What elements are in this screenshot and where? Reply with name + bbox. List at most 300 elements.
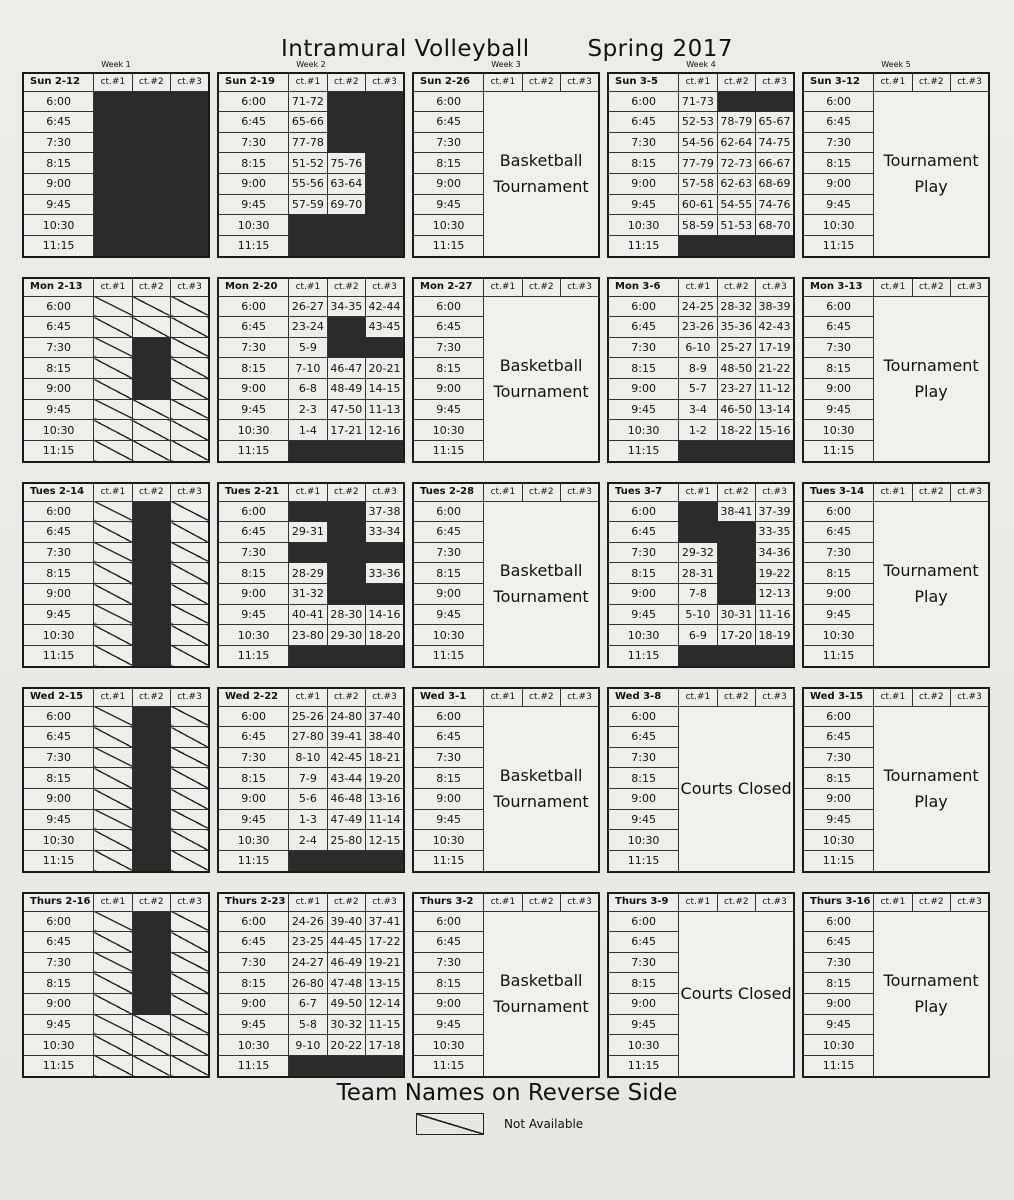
blocked-cell: [289, 235, 327, 257]
court-header: ct.#3: [951, 483, 989, 501]
matchup-cell: 18-19: [756, 625, 794, 646]
day-card: [412, 265, 600, 463]
time-slot-row: [608, 522, 794, 543]
day-card: [22, 470, 210, 668]
blocked-cell: [171, 91, 209, 112]
time-slot-row: [413, 501, 599, 522]
matchup-cell: 13-14: [756, 399, 794, 420]
time-cell: 10:30: [23, 215, 94, 236]
day-card: [802, 675, 990, 873]
time-slot-row: [23, 604, 209, 625]
day-card: [217, 675, 405, 873]
matchup-cell: 37-40: [366, 706, 404, 727]
time-cell: 9:00: [218, 789, 289, 810]
matchup-cell: 58-59: [679, 215, 717, 236]
blocked-cell: [132, 194, 170, 215]
time-slot-row: [218, 706, 404, 727]
time-cell: 8:15: [413, 563, 484, 584]
matchup-cell: 13-15: [366, 973, 404, 994]
time-slot-row: [23, 973, 209, 994]
time-slot-row: [23, 91, 209, 112]
matchup-cell: 23-80: [289, 625, 327, 646]
time-cell: 6:45: [23, 112, 94, 133]
time-slot-row: [218, 358, 404, 379]
time-cell: 6:45: [803, 317, 874, 338]
court-header: ct.#1: [484, 483, 522, 501]
court-header: ct.#2: [522, 688, 560, 706]
time-cell: 9:45: [803, 604, 874, 625]
matchup-cell: 39-41: [327, 727, 365, 748]
time-slot-row: [218, 1035, 404, 1056]
matchup-cell: 24-80: [327, 706, 365, 727]
time-cell: 9:00: [23, 994, 94, 1015]
time-cell: 6:45: [413, 112, 484, 133]
court-header: ct.#3: [171, 73, 209, 91]
time-cell: 9:45: [218, 809, 289, 830]
time-cell: 9:45: [218, 604, 289, 625]
time-cell: 8:15: [23, 153, 94, 174]
blocked-cell: [327, 215, 365, 236]
blocked-cell: [171, 174, 209, 195]
time-cell: 6:00: [218, 911, 289, 932]
court-header: ct.#1: [94, 483, 132, 501]
time-slot-row: [23, 768, 209, 789]
time-slot-row: [218, 932, 404, 953]
day-schedule-table: [217, 687, 405, 873]
blocked-cell: [327, 850, 365, 872]
matchup-cell: 28-30: [327, 604, 365, 625]
time-slot-row: [608, 296, 794, 317]
court-header: ct.#2: [522, 893, 560, 911]
time-cell: 8:15: [218, 973, 289, 994]
time-slot-row: [218, 399, 404, 420]
time-cell: 6:45: [803, 112, 874, 133]
matchup-cell: 42-45: [327, 747, 365, 768]
time-cell: 10:30: [803, 1035, 874, 1056]
time-slot-row: [23, 747, 209, 768]
not-available-cell: [171, 1035, 209, 1056]
time-cell: 11:15: [413, 850, 484, 872]
matchup-cell: 68-69: [756, 174, 794, 195]
not-available-cell: [94, 420, 132, 441]
time-cell: 10:30: [803, 625, 874, 646]
time-cell: 8:15: [218, 358, 289, 379]
day-header: Thurs 3-16: [803, 893, 874, 911]
time-slot-row: [803, 91, 989, 112]
time-slot-row: [218, 379, 404, 400]
time-cell: 6:45: [608, 932, 679, 953]
day-header: Sun 2-26: [413, 73, 484, 91]
not-available-cell: [94, 625, 132, 646]
day-header: Mon 2-13: [23, 278, 94, 296]
not-available-cell: [94, 994, 132, 1015]
time-slot-row: [218, 112, 404, 133]
time-cell: 8:15: [803, 563, 874, 584]
matchup-cell: 29-30: [327, 625, 365, 646]
not-available-cell: [94, 379, 132, 400]
court-header: ct.#2: [132, 688, 170, 706]
time-cell: 7:30: [803, 132, 874, 153]
matchup-cell: 33-34: [366, 522, 404, 543]
matchup-cell: 23-27: [717, 379, 755, 400]
matchup-cell: 55-56: [289, 174, 327, 195]
day-status-message: Tournament Play: [874, 911, 989, 1077]
time-cell: 6:45: [608, 112, 679, 133]
matchup-cell: 3-4: [679, 399, 717, 420]
blocked-cell: [679, 501, 717, 522]
matchup-cell: 20-22: [327, 1035, 365, 1056]
blocked-cell: [171, 235, 209, 257]
time-slot-row: [23, 317, 209, 338]
matchup-cell: 23-26: [679, 317, 717, 338]
matchup-cell: 23-24: [289, 317, 327, 338]
blocked-cell: [679, 440, 717, 462]
time-cell: 8:15: [608, 153, 679, 174]
matchup-cell: 1-2: [679, 420, 717, 441]
blocked-cell: [717, 440, 755, 462]
day-header: Sun 3-12: [803, 73, 874, 91]
court-header: ct.#1: [679, 483, 717, 501]
time-cell: 7:30: [803, 952, 874, 973]
blocked-cell: [679, 645, 717, 667]
time-cell: 11:15: [23, 440, 94, 462]
blocked-cell: [94, 215, 132, 236]
not-available-cell: [94, 542, 132, 563]
matchup-cell: 6-8: [289, 379, 327, 400]
court-header: ct.#2: [717, 893, 755, 911]
time-slot-row: [23, 174, 209, 195]
time-cell: 7:30: [413, 132, 484, 153]
day-header: Wed 2-22: [218, 688, 289, 706]
matchup-cell: 47-49: [327, 809, 365, 830]
page-title: [0, 36, 1014, 62]
court-header: ct.#1: [94, 893, 132, 911]
court-header: ct.#3: [366, 688, 404, 706]
blocked-cell: [717, 235, 755, 257]
day-header: Wed 2-15: [23, 688, 94, 706]
blocked-cell: [94, 194, 132, 215]
time-slot-row: [23, 296, 209, 317]
matchup-cell: 33-35: [756, 522, 794, 543]
not-available-cell: [132, 1035, 170, 1056]
time-cell: 7:30: [608, 132, 679, 153]
blocked-cell: [366, 215, 404, 236]
day-header: Tues 3-7: [608, 483, 679, 501]
time-cell: 9:00: [608, 994, 679, 1015]
time-cell: 6:45: [218, 112, 289, 133]
day-schedule-table: [412, 892, 600, 1078]
blocked-cell: [171, 112, 209, 133]
blocked-cell: [132, 789, 170, 810]
week-label: Week 1: [101, 60, 131, 69]
time-cell: 6:45: [218, 522, 289, 543]
time-cell: 10:30: [23, 625, 94, 646]
not-available-cell: [171, 830, 209, 851]
matchup-cell: 6-7: [289, 994, 327, 1015]
week-label: Week 5: [881, 60, 911, 69]
day-header: Sun 3-5: [608, 73, 679, 91]
time-slot-row: [23, 132, 209, 153]
day-status-message: Basketball Tournament: [484, 91, 599, 257]
blocked-cell: [132, 809, 170, 830]
time-slot-row: [218, 194, 404, 215]
blocked-cell: [366, 132, 404, 153]
time-cell: 9:45: [218, 399, 289, 420]
time-cell: 11:15: [413, 1055, 484, 1077]
day-schedule-table: [607, 687, 795, 873]
time-cell: 9:45: [608, 809, 679, 830]
blocked-cell: [132, 645, 170, 667]
time-slot-row: [218, 132, 404, 153]
not-available-cell: [171, 358, 209, 379]
blocked-cell: [132, 932, 170, 953]
time-cell: 7:30: [413, 542, 484, 563]
matchup-cell: 11-14: [366, 809, 404, 830]
day-status-message: Basketball Tournament: [484, 911, 599, 1077]
day-header: Mon 2-27: [413, 278, 484, 296]
time-cell: 10:30: [608, 830, 679, 851]
day-schedule-table: [802, 72, 990, 258]
time-slot-row: [608, 215, 794, 236]
time-cell: 8:15: [608, 563, 679, 584]
day-schedule-table: [802, 277, 990, 463]
time-cell: 11:15: [413, 645, 484, 667]
court-header: ct.#3: [756, 483, 794, 501]
matchup-cell: 23-25: [289, 932, 327, 953]
matchup-cell: 39-40: [327, 911, 365, 932]
blocked-cell: [366, 235, 404, 257]
time-cell: 9:45: [413, 399, 484, 420]
day-card: [607, 470, 795, 668]
matchup-cell: 11-16: [756, 604, 794, 625]
day-header: Wed 3-15: [803, 688, 874, 706]
blocked-cell: [132, 337, 170, 358]
day-card: [217, 470, 405, 668]
blocked-cell: [327, 112, 365, 133]
time-slot-row: [218, 1014, 404, 1035]
matchup-cell: 24-27: [289, 952, 327, 973]
court-header: ct.#3: [951, 893, 989, 911]
blocked-cell: [132, 747, 170, 768]
not-available-cell: [94, 645, 132, 667]
blocked-cell: [289, 501, 327, 522]
not-available-cell: [132, 420, 170, 441]
blocked-cell: [132, 973, 170, 994]
not-available-cell: [94, 1035, 132, 1056]
time-slot-row: [608, 153, 794, 174]
blocked-cell: [132, 542, 170, 563]
time-cell: 8:15: [218, 563, 289, 584]
court-header: ct.#2: [717, 483, 755, 501]
blocked-cell: [366, 91, 404, 112]
time-cell: 9:00: [23, 584, 94, 605]
not-available-cell: [171, 1055, 209, 1077]
court-header: ct.#3: [171, 483, 209, 501]
day-card: [412, 60, 600, 258]
day-card: [412, 675, 600, 873]
blocked-cell: [366, 112, 404, 133]
time-cell: 7:30: [218, 337, 289, 358]
blocked-cell: [327, 132, 365, 153]
court-header: ct.#2: [522, 483, 560, 501]
court-header: ct.#3: [561, 483, 599, 501]
blocked-cell: [171, 194, 209, 215]
matchup-cell: 12-13: [756, 584, 794, 605]
not-available-cell: [94, 604, 132, 625]
time-cell: 6:00: [218, 296, 289, 317]
not-available-swatch-icon: [416, 1113, 484, 1135]
time-cell: 7:30: [23, 747, 94, 768]
time-slot-row: [23, 830, 209, 851]
matchup-cell: 15-16: [756, 420, 794, 441]
day-status-message: Tournament Play: [874, 296, 989, 462]
day-header: Thurs 2-16: [23, 893, 94, 911]
time-cell: 6:45: [608, 317, 679, 338]
time-cell: 8:15: [608, 973, 679, 994]
matchup-cell: 37-39: [756, 501, 794, 522]
matchup-cell: 8-9: [679, 358, 717, 379]
court-header: ct.#1: [94, 688, 132, 706]
time-cell: 7:30: [218, 747, 289, 768]
matchup-cell: 34-36: [756, 542, 794, 563]
day-card: [412, 470, 600, 668]
blocked-cell: [132, 235, 170, 257]
court-header: ct.#3: [366, 278, 404, 296]
matchup-cell: 51-52: [289, 153, 327, 174]
blocked-cell: [327, 440, 365, 462]
blocked-cell: [679, 522, 717, 543]
time-slot-row: [23, 440, 209, 462]
time-slot-row: [218, 789, 404, 810]
blocked-cell: [327, 584, 365, 605]
matchup-cell: 14-16: [366, 604, 404, 625]
blocked-cell: [171, 153, 209, 174]
title-text: Intramural Volleyball: [280, 36, 530, 62]
not-available-cell: [94, 440, 132, 462]
not-available-cell: [171, 789, 209, 810]
not-available-cell: [132, 296, 170, 317]
court-header: ct.#2: [327, 73, 365, 91]
blocked-cell: [366, 174, 404, 195]
time-slot-row: [218, 440, 404, 462]
matchup-cell: 2-4: [289, 830, 327, 851]
not-available-cell: [94, 809, 132, 830]
time-slot-row: [23, 994, 209, 1015]
time-cell: 6:00: [608, 706, 679, 727]
time-slot-row: [608, 317, 794, 338]
time-cell: 6:00: [413, 911, 484, 932]
time-cell: 6:00: [803, 91, 874, 112]
time-cell: 9:00: [218, 174, 289, 195]
day-schedule-table: [217, 482, 405, 668]
blocked-cell: [756, 91, 794, 112]
time-cell: 9:00: [218, 584, 289, 605]
court-header: ct.#3: [756, 688, 794, 706]
matchup-cell: 29-32: [679, 542, 717, 563]
not-available-cell: [94, 1055, 132, 1077]
time-cell: 10:30: [413, 625, 484, 646]
blocked-cell: [132, 584, 170, 605]
court-header: ct.#1: [679, 688, 717, 706]
time-slot-row: [23, 809, 209, 830]
blocked-cell: [327, 645, 365, 667]
time-slot-row: [608, 399, 794, 420]
blocked-cell: [327, 91, 365, 112]
not-available-cell: [94, 563, 132, 584]
time-slot-row: [218, 91, 404, 112]
time-cell: 9:00: [803, 584, 874, 605]
not-available-cell: [171, 952, 209, 973]
day-schedule-table: [802, 482, 990, 668]
matchup-cell: 12-16: [366, 420, 404, 441]
not-available-cell: [171, 850, 209, 872]
time-cell: 11:15: [23, 235, 94, 257]
time-slot-row: [608, 379, 794, 400]
time-cell: 6:45: [608, 727, 679, 748]
time-cell: 10:30: [608, 625, 679, 646]
time-cell: 11:15: [413, 440, 484, 462]
time-slot-row: [23, 789, 209, 810]
blocked-cell: [756, 645, 794, 667]
time-cell: 6:45: [23, 932, 94, 953]
matchup-cell: 48-50: [717, 358, 755, 379]
not-available-cell: [94, 747, 132, 768]
blocked-cell: [171, 132, 209, 153]
time-slot-row: [608, 645, 794, 667]
not-available-cell: [171, 604, 209, 625]
blocked-cell: [327, 563, 365, 584]
matchup-cell: 14-15: [366, 379, 404, 400]
time-slot-row: [23, 420, 209, 441]
time-cell: 7:30: [803, 337, 874, 358]
day-schedule-table: [22, 687, 210, 873]
not-available-cell: [171, 747, 209, 768]
blocked-cell: [366, 440, 404, 462]
matchup-cell: 19-21: [366, 952, 404, 973]
time-cell: 9:00: [803, 789, 874, 810]
time-cell: 9:00: [218, 994, 289, 1015]
matchup-cell: 66-67: [756, 153, 794, 174]
court-header: ct.#2: [522, 73, 560, 91]
time-cell: 10:30: [413, 420, 484, 441]
time-slot-row: [23, 1035, 209, 1056]
day-status-message: Courts Closed: [679, 911, 794, 1077]
time-slot-row: [218, 625, 404, 646]
time-cell: 11:15: [218, 850, 289, 872]
time-cell: 10:30: [608, 215, 679, 236]
not-available-cell: [94, 850, 132, 872]
time-slot-row: [23, 1014, 209, 1035]
time-cell: 9:00: [23, 379, 94, 400]
time-cell: 11:15: [608, 850, 679, 872]
matchup-cell: 46-50: [717, 399, 755, 420]
time-cell: 11:15: [608, 440, 679, 462]
time-cell: 10:30: [218, 625, 289, 646]
blocked-cell: [94, 174, 132, 195]
not-available-cell: [171, 973, 209, 994]
time-slot-row: [218, 809, 404, 830]
time-cell: 10:30: [23, 830, 94, 851]
not-available-cell: [94, 952, 132, 973]
time-slot-row: [218, 604, 404, 625]
matchup-cell: 65-66: [289, 112, 327, 133]
time-cell: 6:00: [413, 501, 484, 522]
time-cell: 9:00: [608, 584, 679, 605]
time-cell: 6:45: [803, 932, 874, 953]
time-cell: 10:30: [413, 830, 484, 851]
time-cell: 6:45: [23, 727, 94, 748]
court-header: ct.#2: [132, 893, 170, 911]
